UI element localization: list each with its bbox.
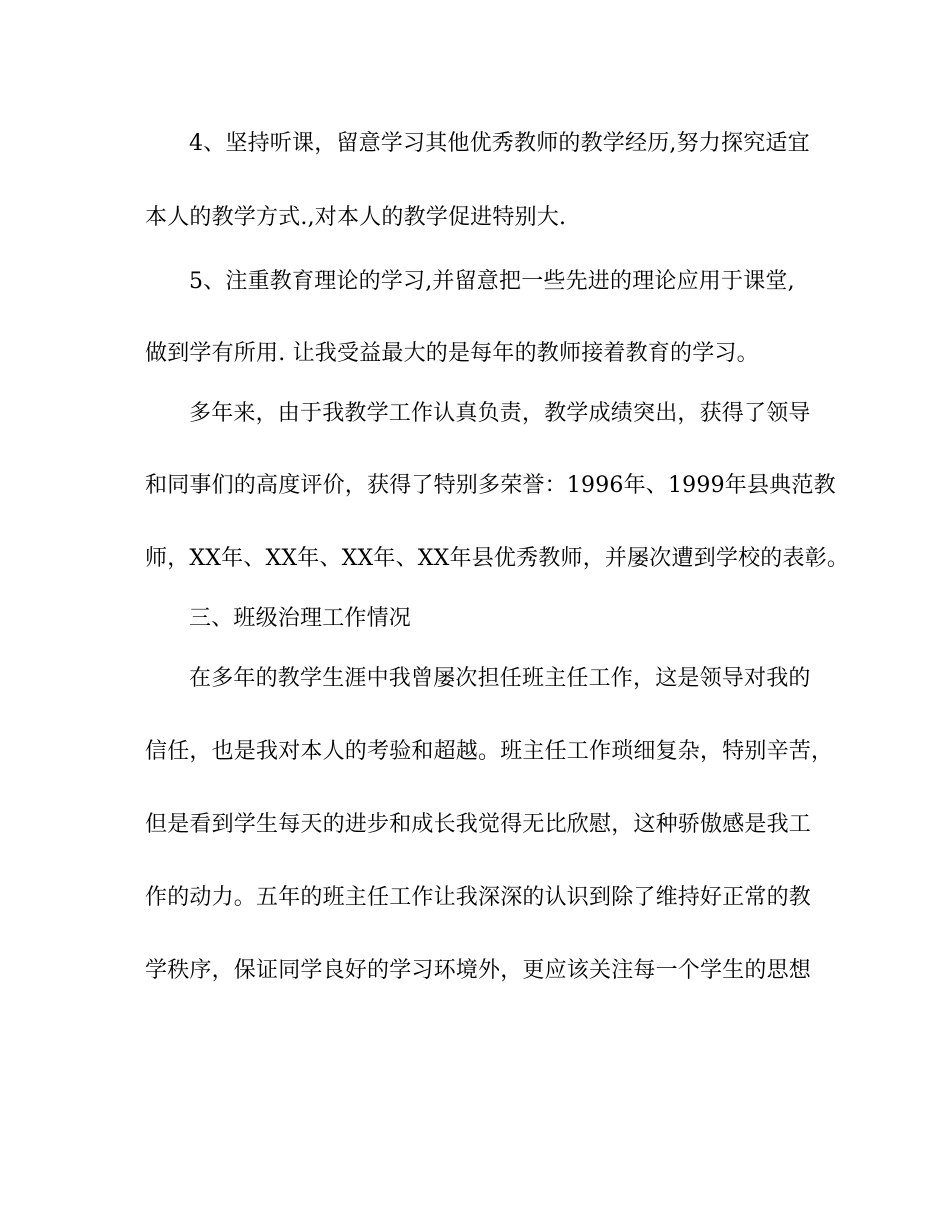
paragraph-line-6: 和同事们的高度评价，获得了特别多荣誉：1996年、1999年县典范教 — [145, 473, 836, 498]
paragraph-line-9: 在多年的教学生涯中我曾屡次担任班主任工作，这是领导对我的 — [189, 666, 811, 691]
paragraph-line-12: 作的动力。五年的班主任工作让我深深的认识到除了维持好正常的教 — [145, 885, 812, 910]
paragraph-line-2: 本人的教学方式.,对本人的教学促进特别大. — [145, 205, 567, 230]
paragraph-line-7: 师，XX年、XX年、XX年、XX年县优秀教师，并屡次遭到学校的表彰。 — [145, 546, 850, 571]
paragraph-line-4: 做到学有所用. 让我受益最大的是每年的教师接着教育的学习。 — [145, 341, 759, 366]
paragraph-line-3: 5、注重教育理论的学习,并留意把一些先进的理论应用于课堂, — [189, 269, 795, 294]
paragraph-line-5: 多年来，由于我教学工作认真负责，教学成绩突出，获得了领导 — [189, 401, 811, 426]
paragraph-line-13: 学秩序，保证同学良好的学习环境外，更应该关注每一个学生的思想 — [145, 958, 812, 983]
paragraph-line-11: 但是看到学生每天的进步和成长我觉得无比欣慰，这种骄傲感是我工 — [145, 812, 812, 837]
paragraph-line-1: 4、坚持听课，留意学习其他优秀教师的教学经历,努力探究适宜 — [189, 131, 810, 156]
section-heading: 三、班级治理工作情况 — [189, 606, 412, 631]
paragraph-line-10: 信任，也是我对本人的考验和超越。班主任工作琐细复杂，特别辛苦， — [145, 739, 834, 764]
